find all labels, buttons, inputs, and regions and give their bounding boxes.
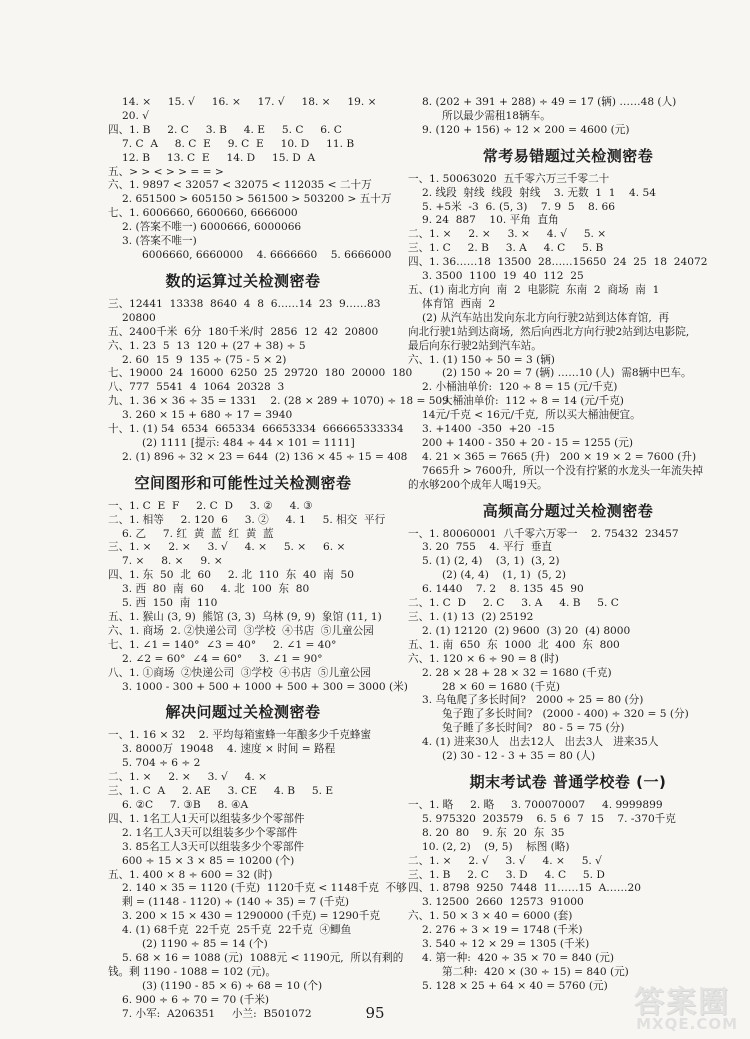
answer-line: (2) (4, 4) (1, 1) (5, 2) <box>442 569 567 582</box>
answer-line: 3. 85名工人3天可以组装多少个零部件 <box>122 840 305 853</box>
answer-line: 2. 1名工人3天可以组装多少个零部件 <box>122 826 298 839</box>
answer-line: 二、1. × 2. × 3. × 4. √ 5. × <box>408 228 607 241</box>
answer-line: (2) 30 - 12 - 3 + 35 = 80 (人) <box>442 750 596 763</box>
answer-line: 四、1. 东 50 北 60 2. 北 110 东 40 南 50 <box>108 569 354 582</box>
answer-line: 7. × 8. × 9. × <box>122 555 223 568</box>
answer-line: 12. B 13. C E 14. D 15. D A <box>122 151 316 164</box>
answer-line: 三、1. B 2. C 3. D 4. C 5. D <box>408 868 605 881</box>
watermark-logo <box>582 977 742 1033</box>
answer-line: (3) (1190 - 85 × 6) ÷ 68 = 10 (个) <box>142 979 323 992</box>
answer-line: 三、1. C A 2. AE 3. CE 4. B 5. E <box>108 785 334 798</box>
answer-line: 5. (1) (2, 4) (3, 1) (3, 2) <box>422 555 560 568</box>
answer-line: 2. 276 ÷ 3 × 19 = 1748 (千米) <box>422 924 583 937</box>
answer-line: 14元/千克 < 16元/千克, 所以买大桶油便宜。 <box>422 409 641 422</box>
answer-line: 4. 第一种: 420 ÷ 35 × 70 = 840 (元) <box>422 951 615 964</box>
answer-line: 兔子睡了多长时间? 80 - 5 = 75 (分) <box>442 722 625 735</box>
answer-line: 六、1. 商场 2. ②快递公司 ③学校 ④书店 ⑤儿童公园 <box>108 624 374 637</box>
answer-line: 3. 3500 1100 19 40 112 25 <box>422 270 584 283</box>
answer-line: 8. 20 80 9. 东 20 东 35 <box>422 826 565 839</box>
answer-line: 3. 12500 2660 12573 91000 <box>422 896 584 909</box>
answer-line: 7. 小军: A206351 小兰: B501072 <box>122 1007 312 1020</box>
answer-line: (2) 1111 [提示: 484 ÷ 44 × 101 = 1111] <box>142 436 355 449</box>
answer-line: 一、1. 略 2. 略 3. 700070007 4. 9999899 <box>408 798 663 811</box>
page-number: 95 <box>365 1004 385 1022</box>
answer-line: 600 ÷ 15 × 3 × 85 = 10200 (个) <box>122 854 295 867</box>
answer-line: 一、1. C E F 2. C D 3. ② 4. ③ <box>108 499 313 512</box>
answer-line: 九、1. 36 × 36 ÷ 35 = 1331 2. (28 × 289 + 1070) ÷ 18 = 509 <box>108 395 449 408</box>
answer-line: 6. ②C 7. ③B 8. ④A <box>122 798 249 811</box>
answer-line: 14. × 15. √ 16. × 17. √ 18. × 19. × <box>122 96 377 108</box>
answer-line: 9. 24 887 10. 平角 直角 <box>422 214 559 227</box>
answer-line: 五、(1) 南北方向 南 2 电影院 东南 2 商场 南 1 <box>408 283 660 296</box>
answer-line: 5. 128 × 25 + 64 × 40 = 5760 (元) <box>422 979 608 992</box>
answer-line: 五、> > < > > = = > <box>108 165 224 178</box>
answer-line: 5. 704 ÷ 6 ÷ 2 <box>122 757 201 770</box>
section-title: 数的运算过关检测密卷 <box>165 271 321 290</box>
answer-line: 2. 小桶油单价: 120 ÷ 8 = 15 (元/千克) <box>422 381 618 394</box>
answer-line: 3. +1400 -350 +20 -15 <box>422 423 555 436</box>
answer-line: 28 × 60 = 1680 (千克) <box>442 680 560 693</box>
answer-line: 3. 1000 - 300 + 500 + 1000 + 500 + 300 = 3000 (米) <box>122 680 408 693</box>
answer-line: 2. (答案不唯一) 6000666, 6000066 <box>122 221 302 234</box>
answer-line: 4. 21 × 365 = 7665 (升) 200 × 19 × 2 = 7600 (升) <box>422 450 697 463</box>
answer-line: 一、1. 16 × 32 2. 平均每箱蜜蜂一年酿多少千克蜂蜜 <box>108 729 372 742</box>
answer-line: 一、1. 50063020 五千零六万三千零二十 <box>408 172 610 185</box>
answer-line: 八、1. ①商场 ②快递公司 ③学校 ④书店 ⑤儿童公园 <box>108 666 371 679</box>
answer-line: 7. C A 8. C E 9. C E 10. D 11. B <box>122 137 355 150</box>
answer-line: 3. 540 ÷ 12 × 29 = 1305 (千米) <box>422 938 590 951</box>
answer-line: 2. 线段 射线 线段 射线 3. 无数 1 1 4. 54 <box>422 186 656 199</box>
answer-line: 3. 200 × 15 × 430 = 1290000 (千克) = 1290千克 <box>122 910 380 923</box>
answer-line: 向北行驶1站到达商场, 然后向西北方向行驶2站到达电影院, <box>408 325 690 338</box>
answer-line: 2. ∠2 = 60° ∠4 = 60° 3. ∠1 = 90° <box>122 652 323 665</box>
answer-line: 二、1. × 2. √ 3. √ 4. × 5. √ <box>408 854 602 867</box>
answer-line: 六、1. 50 × 3 × 40 = 6000 (套) <box>408 910 573 923</box>
answer-line: 20800 <box>122 311 156 324</box>
answer-line: 2. (1) 896 ÷ 32 × 23 = 644 (2) 136 × 45 ÷ 15 = 408 <box>122 450 408 463</box>
section-title: 期末考试卷 普通学校卷 (一) <box>469 772 667 791</box>
answer-line: 五、1. 猴山 (3, 9) 熊馆 (3, 3) 乌林 (9, 9) 象馆 (11, 1) <box>108 611 382 623</box>
answer-line: 3. 西 80 南 60 4. 北 100 东 80 <box>122 583 310 596</box>
answer-line: 2. 651500 > 605150 > 561500 > 503200 > 五十万 <box>122 193 392 206</box>
answer-line: 5. 975320 203579 6. 5 6 7 15 7. -370千克 <box>422 812 676 825</box>
answer-line: 三、1. C 2. B 3. A 4. C 5. B <box>408 242 604 255</box>
answer-line: 第二种: 420 × (30 ÷ 15) = 840 (元) <box>442 965 629 978</box>
answer-line: 9. (120 + 156) ÷ 12 × 200 = 4600 (元) <box>422 123 630 136</box>
section-title: 解决问题过关检测密卷 <box>165 703 321 722</box>
answer-line: 2. 28 × 28 + 28 × 32 = 1680 (千克) <box>422 666 612 679</box>
answer-line: 10. (2, 2) (9, 5) 标图 (略) <box>422 840 570 853</box>
answer-line: 六、1. 120 × 6 ÷ 90 = 8 (时) <box>408 652 559 665</box>
answer-line: 八、777 5541 4 1064 20328 3 <box>108 381 285 394</box>
answer-line: 六、1. 23 5 13 120 + (27 + 38) ÷ 5 <box>108 339 306 352</box>
watermark-site-text: MXQE.COM <box>636 1015 738 1033</box>
answer-line: 四、1. 1名工人1天可以组装多少个零部件 <box>108 812 305 825</box>
answer-line: 6. 乙 7. 红 黄 蓝 红 黄 蓝 <box>122 527 274 540</box>
answer-line: 七、19000 24 16000 6250 25 29720 180 20000 180 <box>108 367 413 380</box>
answer-line: 体育馆 西南 2 <box>422 297 496 310</box>
answer-line: 十、1. (1) 54 6534 665334 66653334 666665333334 <box>108 423 404 436</box>
answer-line: 五、1. 400 × 8 ÷ 600 = 32 (时) <box>108 868 273 881</box>
answer-line: 五、2400千米 6分 180千米/时 2856 12 42 20800 <box>108 325 379 338</box>
watermark-main-text: 答案圈 <box>634 985 730 1020</box>
answer-line: 四、1. 8798 9250 7448 11……15 A……20 <box>408 882 641 895</box>
answer-line: 六、1. (1) 150 ÷ 50 = 3 (辆) <box>408 353 555 366</box>
answer-line: 二、1. 相等 2. 120 6 3. ② 4. 1 5. 相交 平行 <box>108 513 386 526</box>
answer-line: (2) 从汽车站出发向东北方向行驶2站到达体育馆, 再 <box>422 311 670 324</box>
answer-line: (2) 150 ÷ 20 = 7 (辆) ……10 (人) 需8辆中巴车。 <box>442 367 692 380</box>
answer-line: 三、1. (1) 13 (2) 25192 <box>408 611 534 623</box>
answer-line: 4. (1) 进来30人 出去12人 出去3人 进来35人 <box>422 736 659 749</box>
section-title: 高频高分题过关检测密卷 <box>482 501 654 520</box>
right-answer-column <box>408 96 728 994</box>
answer-line: 剩 = (1148 - 1120) ÷ (140 ÷ 35) = 7 (千克) <box>122 896 350 909</box>
answer-line: 8. (202 + 391 + 288) ÷ 49 = 17 (辆) ……48 (人) <box>422 96 677 108</box>
answer-line: 6. 900 ÷ 6 ÷ 70 = 70 (千米) <box>122 993 270 1006</box>
answer-line: 2. 140 × 35 = 1120 (千克) 1120千克 < 1148千克 不够 <box>122 882 407 895</box>
answer-line: 三、1. × 2. × 3. √ 4. × 5. × 6. × <box>108 541 346 554</box>
answer-line: 6006660, 6660000 4. 6666660 5. 6666000 <box>142 248 392 261</box>
answer-line: 二、1. C D 2. C 3. A 4. B 5. C <box>408 597 619 610</box>
answer-line: 五、1. 南 650 东 1000 北 400 东 800 <box>408 638 620 651</box>
answer-line: 大桶油单价: 112 ÷ 8 = 14 (元/千克) <box>442 395 624 408</box>
answer-line: 20. √ <box>122 109 149 122</box>
answer-line: 3. (答案不唯一) <box>122 235 197 248</box>
answer-line: 三、12441 13338 8640 4 8 6……14 23 9……83 <box>108 297 381 310</box>
answer-line: 四、1. 36……18 13500 28……15650 24 25 18 24072 <box>408 256 708 269</box>
answer-line: 3. 20 755 4. 平行 垂直 <box>422 541 552 554</box>
answer-line: 二、1. × 2. × 3. √ 4. × <box>108 771 267 784</box>
answer-line: 六、1. 9897 < 32057 < 32075 < 112035 < 二十万 <box>108 179 372 192</box>
answer-line: 3. 260 × 15 + 680 ÷ 17 = 3940 <box>122 409 293 422</box>
answer-line: (2) 1190 ÷ 85 = 14 (个) <box>142 938 268 951</box>
answer-line: 3. 8000万 19048 4. 速度 × 时间 = 路程 <box>122 743 336 756</box>
answer-line: 所以最少需租18辆车。 <box>442 109 551 122</box>
answer-line: 兔子跑了多长时间? (2000 - 400) ÷ 320 = 5 (分) <box>442 708 689 721</box>
left-answer-column <box>108 96 449 1021</box>
answer-line: 七、1. 6006660, 6600660, 6666000 <box>108 207 298 220</box>
answer-line: 6. 1440 7. 2 8. 135 45 90 <box>422 583 584 596</box>
section-title: 空间图形和可能性过关检测密卷 <box>134 473 352 492</box>
answer-line: 5. 西 150 南 110 <box>122 597 218 610</box>
answer-line: 最后向东行驶2站到汽车站。 <box>408 339 542 352</box>
answer-line: 5. 68 × 16 = 1088 (元) 1088元 < 1190元, 所以有剩的 <box>122 951 404 964</box>
answer-line: 一、1. 80060001 八千零六万零一 2. 75432 23457 <box>408 527 679 540</box>
answer-line: 四、1. B 2. C 3. B 4. E 5. C 6. C <box>108 123 342 136</box>
answer-line: 5. +5米 -3 6. (5, 3) 7. 9 5 8. 66 <box>422 200 616 213</box>
answer-line: 的水够200个成年人喝19天。 <box>408 478 548 491</box>
answer-line: 2. 60 15 9 135 ÷ (75 - 5 × 2) <box>122 353 287 366</box>
answer-line: 七、1. ∠1 = 140° ∠3 = 40° 2. ∠1 = 40° <box>108 638 337 651</box>
answer-line: 2. (1) 12120 (2) 9600 (3) 20 (4) 8000 <box>422 624 631 637</box>
answer-line: 3. 乌龟爬了多长时间? 2000 ÷ 25 = 80 (分) <box>422 694 644 707</box>
section-title: 常考易错题过关检测密卷 <box>482 146 654 165</box>
answer-line: 200 + 1400 - 350 + 20 - 15 = 1255 (元) <box>422 436 634 449</box>
answer-line: 4. (1) 68千克 22千克 25千克 22千克 ④鲫鱼 <box>122 924 352 937</box>
answer-line: 7665升 > 7600升, 所以一个没有拧紧的水龙头一年流失掉 <box>422 464 703 477</box>
answer-line: 钱。剩 1190 - 1088 = 102 (元)。 <box>108 965 277 978</box>
